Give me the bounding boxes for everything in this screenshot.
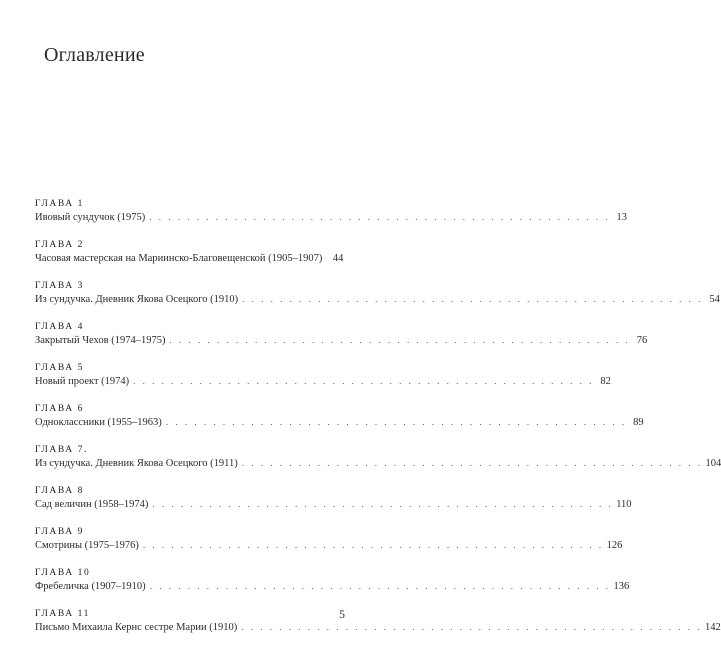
dot-leader: . . . . . . . . . . . . . . . . . . . . . . . . . . . . . . . . . . . . . . . . . . . . . . . . .	[241, 622, 702, 632]
chapter-label: ГЛАВА 5	[35, 363, 85, 373]
chapter-label: ГЛАВА 10	[35, 568, 91, 578]
page-number: 44	[332, 253, 344, 264]
chapter-label: ГЛАВА 4	[35, 322, 85, 332]
chapter-title: Одноклассники (1955–1963)	[35, 417, 162, 428]
dot-leader: . . . . . . . . . . . . . . . . . . . . . . . . . . . . . . . . . . . . . . . . . . . . . . . . .	[242, 294, 703, 304]
chapter-title: Новый проект (1974)	[35, 376, 130, 387]
page-number: 13	[616, 212, 627, 223]
toc-entry-10[interactable]	[35, 567, 630, 608]
table-of-contents	[35, 198, 721, 649]
chapter-title: Письмо Михаила Кернс сестре Марии (1910)	[35, 622, 238, 633]
chapter-label: ГЛАВА 9	[35, 527, 85, 537]
dot-leader: . . . . . . . . . . . . . . . . . . . . . . . . . . . . . . . . . . . . . . . . . . . . . . . . .	[241, 458, 703, 468]
dot-leader: . . . . . . . . . . . . . . . . . . . . . . . . . . . . . . . . . . . . . . . . . . . . . . . . .	[165, 417, 627, 427]
chapter-label: ГЛАВА 2	[35, 240, 85, 250]
toc-entry-1[interactable]	[35, 198, 627, 239]
toc-entry-3[interactable]	[35, 280, 720, 321]
dot-leader: . . . . . . . . . . . . . . . . . . . . . . . . . . . . . . . . . . . . . . . . . . . . . . . . .	[149, 581, 611, 591]
toc-title-row	[35, 293, 720, 306]
toc-entry-6[interactable]	[35, 403, 644, 444]
chapter-label: ГЛАВА 7.	[35, 445, 88, 455]
toc-entry-9[interactable]	[35, 526, 623, 567]
page-number: 110	[616, 499, 632, 510]
page-number: 54	[709, 294, 720, 305]
toc-entry-7[interactable]	[35, 444, 721, 485]
toc-title-row	[35, 580, 630, 593]
toc-entry-2[interactable]	[35, 239, 344, 280]
toc-title-row	[35, 252, 344, 265]
chapter-label: ГЛАВА 3	[35, 281, 85, 291]
dot-leader: . . . . . . . . . . . . . . . . . . . . . . . . . . . . . . . . . . . . . . . . . . . . . . . . .	[152, 499, 614, 509]
toc-title-row	[35, 539, 623, 552]
dot-leader: . . . . . . . . . . . . . . . . . . . . . . . . . . . . . . . . . . . . . . . . . . . . . . . . .	[169, 335, 631, 345]
page-number: 136	[613, 581, 630, 592]
toc-title-row	[35, 621, 721, 634]
page-number: 89	[633, 417, 644, 428]
dot-leader: . . . . . . . . . . . . . . . . . . . . . . . . . . . . . . . . . . . . . . . . . . . . . . . . .	[142, 540, 604, 550]
chapter-title: Ивовый сундучок (1975)	[35, 212, 146, 223]
page-number: 104	[705, 458, 721, 469]
chapter-title: Смотрины (1975–1976)	[35, 540, 139, 551]
page-number: 142	[704, 622, 721, 633]
toc-entry-11[interactable]	[35, 608, 721, 649]
chapter-title: Из сундучка. Дневник Якова Осецкого (1911)	[35, 458, 238, 469]
page-folio-number: 5	[339, 607, 345, 621]
toc-title-row	[35, 498, 632, 511]
page-number: 76	[636, 335, 648, 346]
toc-entry-4[interactable]	[35, 321, 648, 362]
chapter-label: ГЛАВА 1	[35, 199, 85, 209]
chapter-title: Фребеличка (1907–1910)	[35, 581, 146, 592]
chapter-label: ГЛАВА 8	[35, 486, 85, 496]
chapter-title: Часовая мастерская на Мариинско-Благовещенской (1905–1907)	[35, 253, 323, 264]
toc-entry-5[interactable]	[35, 362, 611, 403]
page-number: 126	[606, 540, 623, 551]
toc-title-row	[35, 211, 627, 224]
toc-title-row	[35, 457, 721, 470]
toc-title-row	[35, 334, 648, 347]
page-number: 82	[600, 376, 611, 387]
chapter-label: ГЛАВА 11	[35, 609, 91, 619]
page-title: Оглавление	[44, 44, 145, 66]
toc-title-row	[35, 375, 611, 388]
chapter-title: Закрытый Чехов (1974–1975)	[35, 335, 166, 346]
dot-leader: . . . . . . . . . . . . . . . . . . . . . . . . . . . . . . . . . . . . . . . . . . . . . . . . .	[149, 212, 610, 222]
chapter-title: Из сундучка. Дневник Якова Осецкого (1910)	[35, 294, 239, 305]
chapter-title: Сад величин (1958–1974)	[35, 499, 149, 510]
dot-leader: . . . . . . . . . . . . . . . . . . . . . . . . . . . . . . . . . . . . . . . . . . . . . . . . .	[133, 376, 594, 386]
toc-entry-8[interactable]	[35, 485, 632, 526]
toc-title-row	[35, 416, 644, 429]
chapter-label: ГЛАВА 6	[35, 404, 85, 414]
